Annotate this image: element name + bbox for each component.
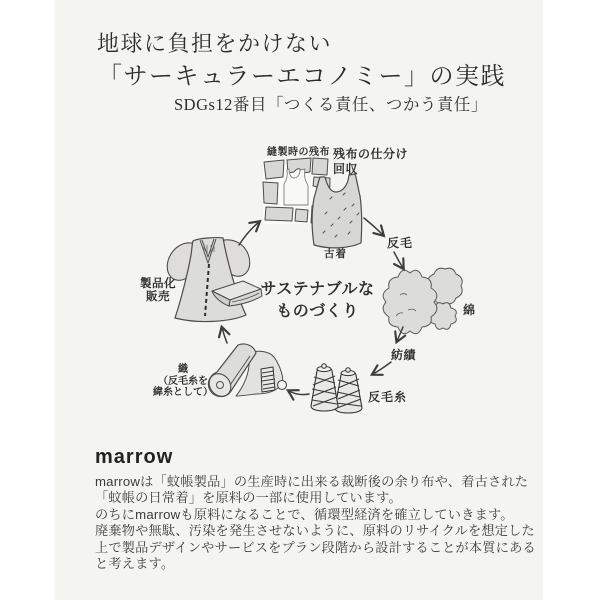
description-line: のちにmarrowも原料になることで、循環型経済を確立していきます。 bbox=[95, 506, 514, 522]
arrow-product-to-scraps bbox=[239, 222, 259, 245]
diagram-center-caption-line1: サステナブルな bbox=[260, 281, 375, 298]
arrow-yarn-to-weaving bbox=[289, 391, 309, 395]
label-sewing-scraps: 縫製時の残布 bbox=[267, 147, 330, 158]
description-line: 「蚊帳の日常着」を原料の一部に使用しています。 bbox=[95, 490, 402, 506]
label-weaving bbox=[152, 364, 214, 399]
label-sorting-line1: 残布の仕分け bbox=[333, 147, 409, 161]
label-weaving-line3: 緯糸として） bbox=[153, 387, 213, 398]
description-paragraph bbox=[95, 474, 545, 572]
arrow-weaving-to-product bbox=[222, 328, 227, 343]
label-cotton: 綿 bbox=[463, 303, 476, 317]
label-spinning: 紡績 bbox=[391, 348, 417, 362]
label-productization-line2: 販売 bbox=[146, 291, 170, 303]
description-line: と考えます。 bbox=[95, 556, 175, 572]
label-garnetted-yarn: 反毛糸 bbox=[368, 390, 408, 404]
page-title-line2: 「サーキュラーエコノミー」の実践 bbox=[98, 64, 506, 90]
arrow-spinning-to-yarn bbox=[373, 362, 391, 374]
dress-product-illustration bbox=[167, 238, 262, 322]
diagram-center-caption-line2: ものづくり bbox=[276, 303, 359, 320]
page-subtitle: SDGs12番目「つくる責任、つかう責任」 bbox=[174, 95, 488, 114]
label-garnetting: 反毛 bbox=[387, 236, 414, 250]
description-line: 廃棄物や無駄、汚染を発生させないように、原料のリサイクルを想定した bbox=[95, 523, 535, 539]
label-productization bbox=[138, 278, 178, 304]
label-weaving-line2: （反毛糸を bbox=[158, 375, 208, 387]
page-title-line1: 地球に負担をかけない bbox=[97, 31, 333, 56]
brand-heading: marrow bbox=[95, 446, 174, 468]
arrow-garnetting-to-cotton bbox=[394, 252, 403, 268]
used-tank-top-illustration bbox=[312, 174, 362, 248]
yarn-cones-illustration bbox=[311, 364, 362, 413]
label-weaving-line1: 織 bbox=[178, 364, 188, 375]
label-used-clothes: 古着 bbox=[324, 248, 347, 260]
label-sorting-collection bbox=[333, 147, 408, 176]
arrow-clothes-to-garnetting bbox=[364, 218, 383, 235]
description-line: marrowは「蚊帳製品」の生産時に出来る裁断後の余り布や、着古された bbox=[95, 474, 529, 489]
diagram-center-caption bbox=[255, 279, 380, 323]
label-productization-line1: 製品化 bbox=[140, 278, 176, 290]
label-sorting-line2: 回収 bbox=[333, 161, 359, 176]
cotton-fluff-illustration bbox=[383, 268, 462, 334]
description-line: 上で製品デザインやサービスをプラン段階から設計することが本質にある bbox=[95, 539, 536, 555]
fabric-roll-illustration bbox=[205, 344, 287, 401]
